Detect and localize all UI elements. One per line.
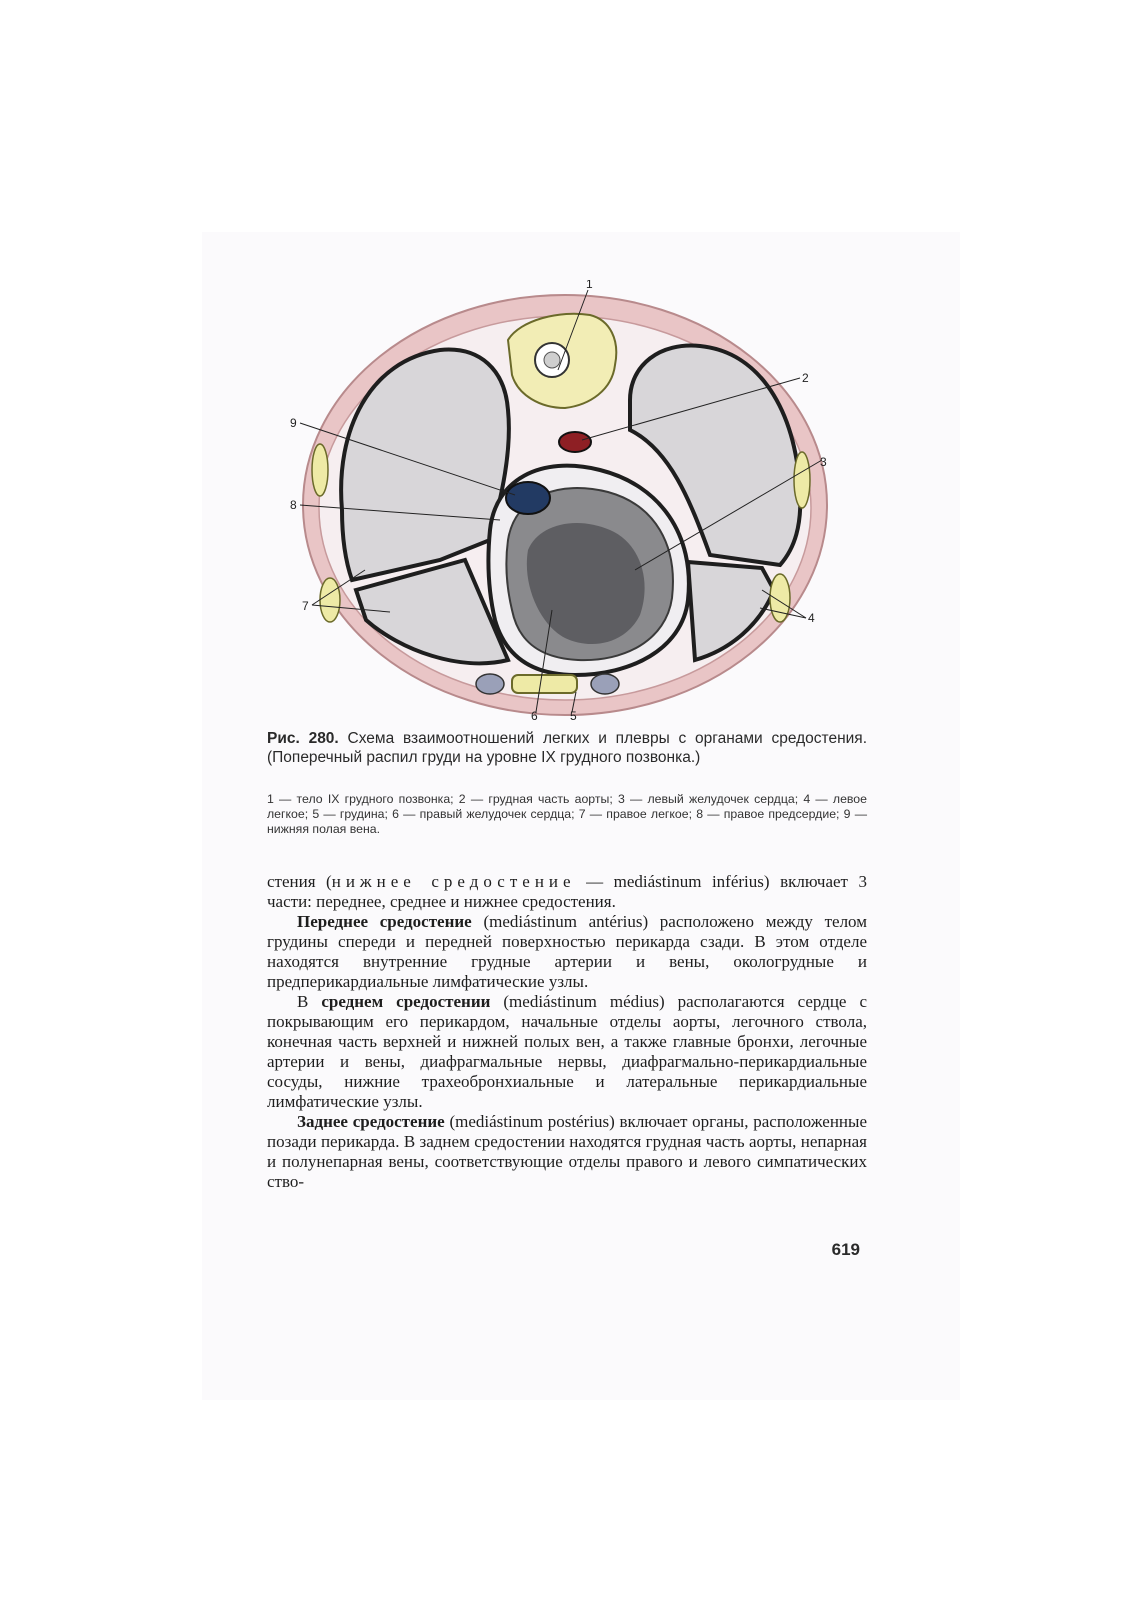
spinal-cord (544, 352, 560, 368)
p3-start: В (297, 992, 322, 1011)
label-2: 2 (802, 371, 809, 385)
p2-rest: (mediástinum antérius) расположено между телом грудины спереди и передней поверхностью перикарда сзади. В этом отделе находятся внутренние грудные артерии и вены, окологрудные и предперикардиальные лимфатические узлы. (267, 912, 867, 991)
paragraph-1 (267, 872, 867, 912)
label-3: 3 (820, 455, 827, 469)
left-internal-thoracic-vessels (591, 674, 619, 694)
label-5: 5 (570, 709, 577, 720)
label-6: 6 (531, 709, 538, 720)
term-anterior-mediastinum: Переднее средостение (297, 912, 472, 931)
label-7: 7 (302, 599, 309, 613)
p3-rest: (mediástinum médius) располагаются сердце с покрывающим его перикардом, начальные отделы аорты, легочного ствола, конечная часть верхней и нижней полых вен, а также главные бронхи, легочные артерии и вены, диафрагмальные нервы, диафрагмально-перикардиальные сосуды, нижние трахеобронхиальные и латеральные перикардиальные лимфатические узлы. (267, 992, 867, 1111)
term-posterior-mediastinum: Заднее средостение (297, 1112, 445, 1131)
label-1: 1 (586, 280, 593, 291)
aorta (559, 432, 591, 452)
thorax-cross-section-illustration (290, 280, 850, 720)
figure-number: Рис. 280. (267, 730, 339, 747)
term-middle-mediastinum: среднем средостении (321, 992, 491, 1011)
figure-caption (267, 729, 867, 767)
p4-rest: (mediástinum postérius) включает органы, расположенные позади перикарда. В заднем средостении находятся грудная часть аорты, непарная и полунепарная вены, соответствующие отделы правого и левого симпатических ство- (267, 1112, 867, 1191)
page-number: 619 (831, 1240, 860, 1259)
paragraph-3 (267, 992, 867, 1112)
inferior-vena-cava (506, 482, 550, 514)
p1-start: стения ( (267, 872, 332, 891)
rib (770, 574, 790, 622)
sternum (512, 675, 577, 693)
figure-legend: 1 — тело IX грудного позвонка; 2 — грудная часть аорты; 3 — левый желудочек сердца; 4 — левое легкое; 5 — грудина; 6 — правый желудочек сердца; 7 — правое легкое; 8 — правое предсердие; 9 — нижняя полая вена. (267, 792, 867, 836)
label-9: 9 (290, 416, 297, 430)
paragraph-4 (267, 1112, 867, 1192)
label-8: 8 (290, 498, 297, 512)
paragraph-2 (267, 912, 867, 992)
figure-caption-text: Схема взаимоотношений легких и плевры с органами средостения. (Поперечный распил груди на уровне IX грудного позвонка.) (267, 730, 867, 766)
rib (794, 452, 810, 508)
label-4: 4 (808, 611, 815, 625)
figure-280 (290, 280, 850, 720)
body-text (267, 872, 867, 1192)
rib (320, 578, 340, 622)
rib (312, 444, 328, 496)
p1-rest: — mediástinum inférius) включает 3 части: переднее, среднее и нижнее средостения. (267, 872, 867, 911)
right-internal-thoracic-vessels (476, 674, 504, 694)
term-lower-mediastinum: нижнее средостение (331, 872, 576, 891)
